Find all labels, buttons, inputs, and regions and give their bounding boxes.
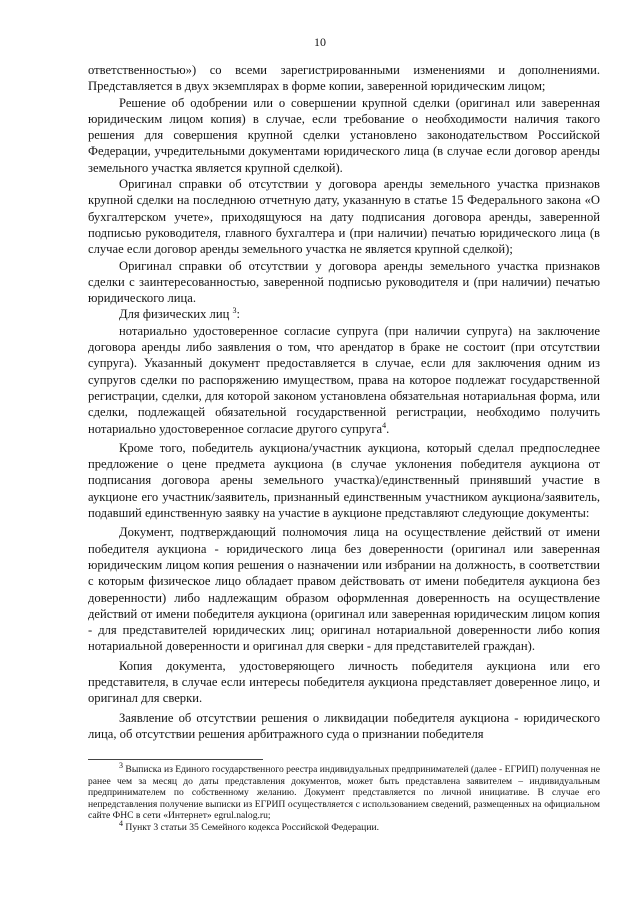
paragraph-authority-document: Документ, подтверждающий полномочия лица на осуществление действий от имени победителя аукциона - юридического лица без доверенности (оригинал или заверенная юридическим лицом копия решения о назначении или избрании на должность, в соответствии с которым физическое лицо обладает правом действовать от имени победителя аукциона без доверенности) либо надлежащим образом оформленная доверенность на осуществление действий от имени победителя аукциона (оригинал или заверенная юридическим лицом копия - для представителей юридических лиц; оригинал нотариальной доверенности либо копия нотариальной доверенности и оригинал для сверки - для представителей граждан). bbox=[88, 525, 600, 654]
paragraph-continuation: ответственностью») со всеми зарегистрированными изменениями и дополнениями. Представляется в двух экземплярах в форме копии, заверенной юридическим лицом; bbox=[88, 63, 600, 94]
footnote-3-text: Выписка из Единого государственного реестра индивидуальных предпринимателей (далее - ЕГРИП) полученная не ранее чем за месяц до даты представления документов, может быть представлена заявителем – индивидуальным предпринимателем по собственному желанию. Документ представляется по личной инициативе. В случае его непредставления получение выписки из ЕГРИП осуществляется с использованием сведений, размещенных на официальном сайте ФНС в сети «Интернет» egrul.nalog.ru; bbox=[88, 764, 600, 822]
footnote-ref-4: 4 bbox=[382, 420, 387, 430]
paragraph-liquidation-statement: Заявление об отсутствии решения о ликвидации победителя аукциона - юридического лица, об отсутствии решения арбитражного суда о признании победителя bbox=[88, 710, 600, 741]
footnotes bbox=[88, 760, 600, 834]
paragraph-interest-deal-certificate: Оригинал справки об отсутствии у договора аренды земельного участка признаков сделки с заинтересованностью, заверенной подписью руководителя и (при наличии) печатью юридического лица. bbox=[88, 258, 600, 306]
footnote-3-number: 3 bbox=[119, 760, 123, 770]
page-number: 10 bbox=[314, 35, 326, 49]
footnote-4 bbox=[88, 818, 600, 834]
document-body bbox=[88, 62, 600, 742]
spouse-consent-text: нотариально удостоверенное согласие супруга (при наличии супруга) на заключение договора аренды либо заявления о том, что арендатор в браке не состоит (при отсутствии супруга). Указанный документ предоставляется в случае, если для заключения одним из супругов сделки по распоряжению имуществом, права на которое подлежат государственной регистрации, сделки, для которой законом установлена обязательная нотариальная форма, или сделки, подлежащей обязательной государственной регистрации, необходимо получить нотариально удостоверенное согласие другого супруга bbox=[88, 323, 600, 436]
paragraph-spouse-consent: нотариально удостоверенное согласие супруга (при наличии супруга) на заключение договора аренды либо заявления о том, что арендатор в браке не состоит (при отсутствии супруга). Указанный документ предоставляется в случае, если для заключения одним из супругов сделки по распоряжению имуществом, права на которое подлежат государственной регистрации, сделки, для которой законом установлена обязательная нотариальная форма, или сделки, подлежащей обязательной государственной регистрации, необходимо получить нотариально удостоверенное согласие другого супруга$^4$. bbox=[88, 323, 600, 436]
footnote-4-text: Пункт 3 статьи 35 Семейного кодекса Российской Федерации. bbox=[125, 821, 379, 833]
individuals-heading-text: Для физических лиц bbox=[119, 307, 230, 322]
footnote-3 bbox=[88, 760, 600, 822]
footnote-divider bbox=[88, 759, 263, 760]
paragraph-individuals-heading: Для физических лиц $^3$: bbox=[119, 306, 240, 322]
paragraph-major-deal-decision: Решение об одобрении или о совершении крупной сделки (оригинал или заверенная юридическим лицом копия) в случае, если требование о необходимости наличия такого решения для совершения крупной сделки установлено законодательством Российской Федерации, учредительными документами юридического лица (в случае если договор аренды земельного участка является крупной сделкой). bbox=[88, 95, 600, 175]
paragraph-identity-copy: Копия документа, удостоверяющего личность победителя аукциона или его представителя, в случае если интересы победителя аукциона представляет доверенное лицо, и оригинал для сверки. bbox=[88, 658, 600, 706]
paragraph-major-deal-certificate: Оригинал справки об отсутствии у договора аренды земельного участка признаков крупной сделки на последнюю отчетную дату, указанную в статье 15 Федерального закона «О бухгалтерском учете», приходящуюся на дату подписания договора аренды, заверенной подписью руководителя, главного бухгалтера и (при наличии) печатью юридического лица (в случае если договор аренды земельного участка не является крупной сделкой); bbox=[88, 177, 600, 257]
footnote-4-number: 4 bbox=[119, 818, 123, 828]
footnote-ref-3: 3 bbox=[232, 306, 237, 316]
paragraph-winner-documents: Кроме того, победитель аукциона/участник аукциона, который сделал предпоследнее предложение о цене предмета аукциона (в случае уклонения победителя аукциона от подписания договора арены земельного участка)/единственный принявший участие в аукционе его участник/заявитель, признанный единственным участником аукциона/заявитель, подавший единственную заявку на участие в аукционе представляют следующие документы: bbox=[88, 440, 600, 521]
